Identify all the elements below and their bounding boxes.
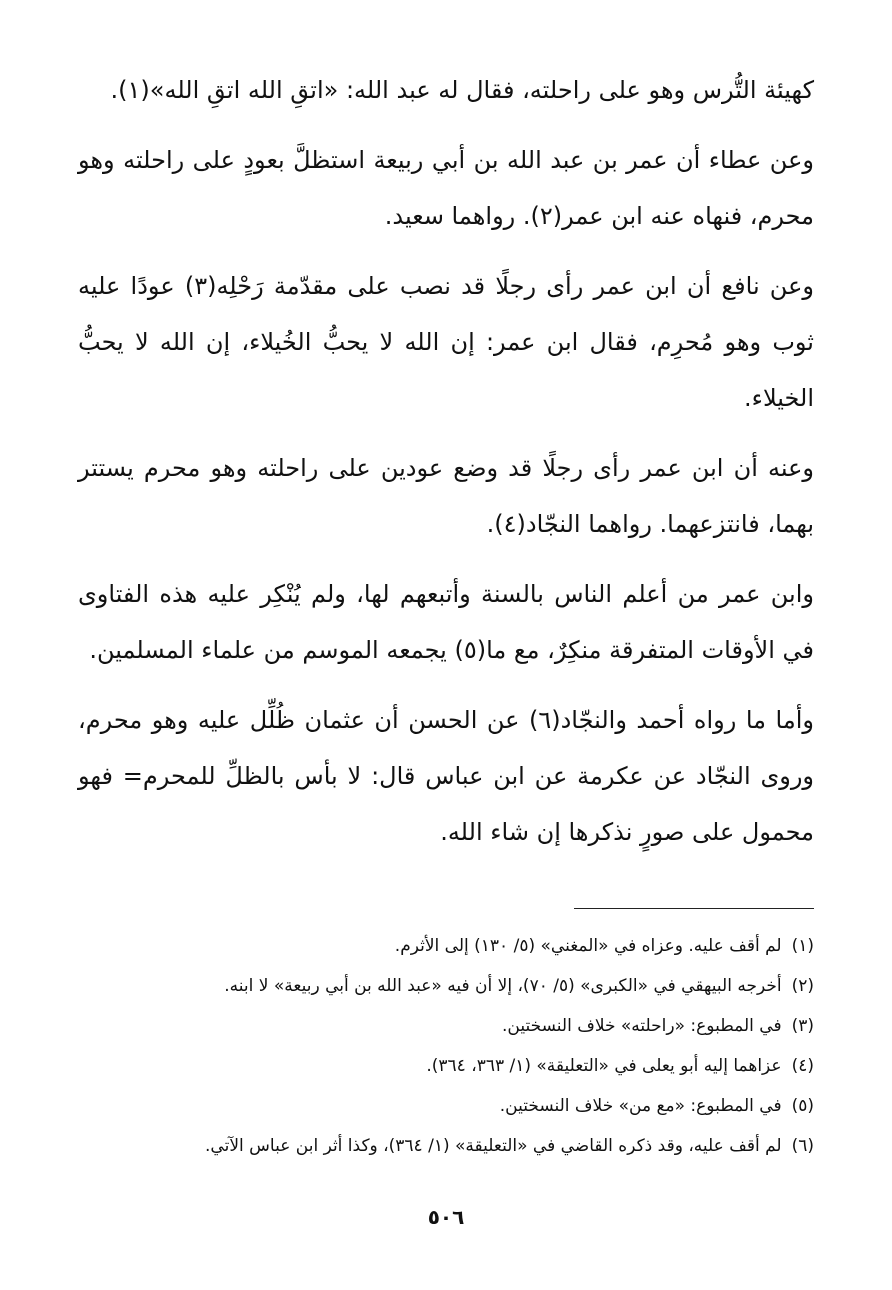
footnote-3 xyxy=(78,1006,814,1046)
footnote-number: (١) xyxy=(791,936,814,956)
paragraph-5: وابن عمر من أعلم الناس بالسنة وأتبعهم لها، ولم يُنْكِر عليه هذه الفتاوى في الأوقات المتفرقة منكِرٌ، مع ما(٥) يجمعه الموسم من علماء المسلمين. xyxy=(78,580,814,664)
footnote-text: لم أقف عليه، وقد ذكره القاضي في «التعليقة» (١/ ٣٦٤)، وكذا أثر ابن عباس الآتي. xyxy=(205,1136,782,1156)
footnote-number: (٢) xyxy=(791,976,814,996)
paragraph-3: وعن نافع أن ابن عمر رأى رجلًا قد نصب على مقدّمة رَحْلِه(٣) عودًا عليه ثوب وهو مُحرِم، فقال ابن عمر: إن الله لا يحبُّ الخُيلاء، إن الله لا يحبُّ الخيلاء. xyxy=(78,272,814,412)
footnote-2 xyxy=(78,966,814,1006)
footnote-number: (٥) xyxy=(791,1096,814,1116)
footnote-4 xyxy=(78,1046,814,1086)
footnote-number: (٦) xyxy=(791,1136,814,1156)
footnote-text: أخرجه البيهقي في «الكبرى» (٥/ ٧٠)، إلا أن فيه «عبد الله بن أبي ربيعة» لا ابنه. xyxy=(224,976,782,996)
footnote-1 xyxy=(78,926,814,966)
footnote-text: لم أقف عليه. وعزاه في «المغني» (٥/ ١٣٠) إلى الأثرم. xyxy=(394,936,782,956)
footnote-text: في المطبوع: «مع من» خلاف النسختين. xyxy=(499,1096,782,1116)
page-number: ٥٠٦ xyxy=(427,1205,465,1229)
paragraph-1: كهيئة التُّرس وهو على راحلته، فقال له عبد الله: «اتقِ الله اتقِ الله»(١). xyxy=(110,76,814,104)
footnote-rule-line xyxy=(574,908,814,909)
footnote-number: (٤) xyxy=(791,1056,814,1076)
main-text xyxy=(78,62,814,874)
footnote-text: عزاهما إليه أبو يعلى في «التعليقة» (١/ ٣٦٣، ٣٦٤). xyxy=(426,1056,782,1076)
footnote-text: في المطبوع: «راحلته» خلاف النسختين. xyxy=(502,1016,782,1036)
footnote-5 xyxy=(78,1086,814,1126)
footnotes xyxy=(78,926,814,1166)
paragraph-4: وعنه أن ابن عمر رأى رجلًا قد وضع عودين على راحلته وهو محرم يستتر بهما، فانتزعهما. رواهما النجّاد(٤). xyxy=(78,454,814,538)
paragraph-6: وأما ما رواه أحمد والنجّاد(٦) عن الحسن أن عثمان ظُلِّل عليه وهو محرم، وروى النجّاد عن عكرمة عن ابن عباس قال: لا بأس بالظلِّ للمحرم= فهو محمول على صورٍ نذكرها إن شاء الله. xyxy=(78,706,814,846)
footnote-number: (٣) xyxy=(791,1016,814,1036)
paragraph-2: وعن عطاء أن عمر بن عبد الله بن أبي ربيعة استظلَّ بعودٍ على راحلته وهو محرم، فنهاه عنه ابن عمر(٢). رواهما سعيد. xyxy=(78,146,814,230)
footnote-6 xyxy=(78,1126,814,1166)
